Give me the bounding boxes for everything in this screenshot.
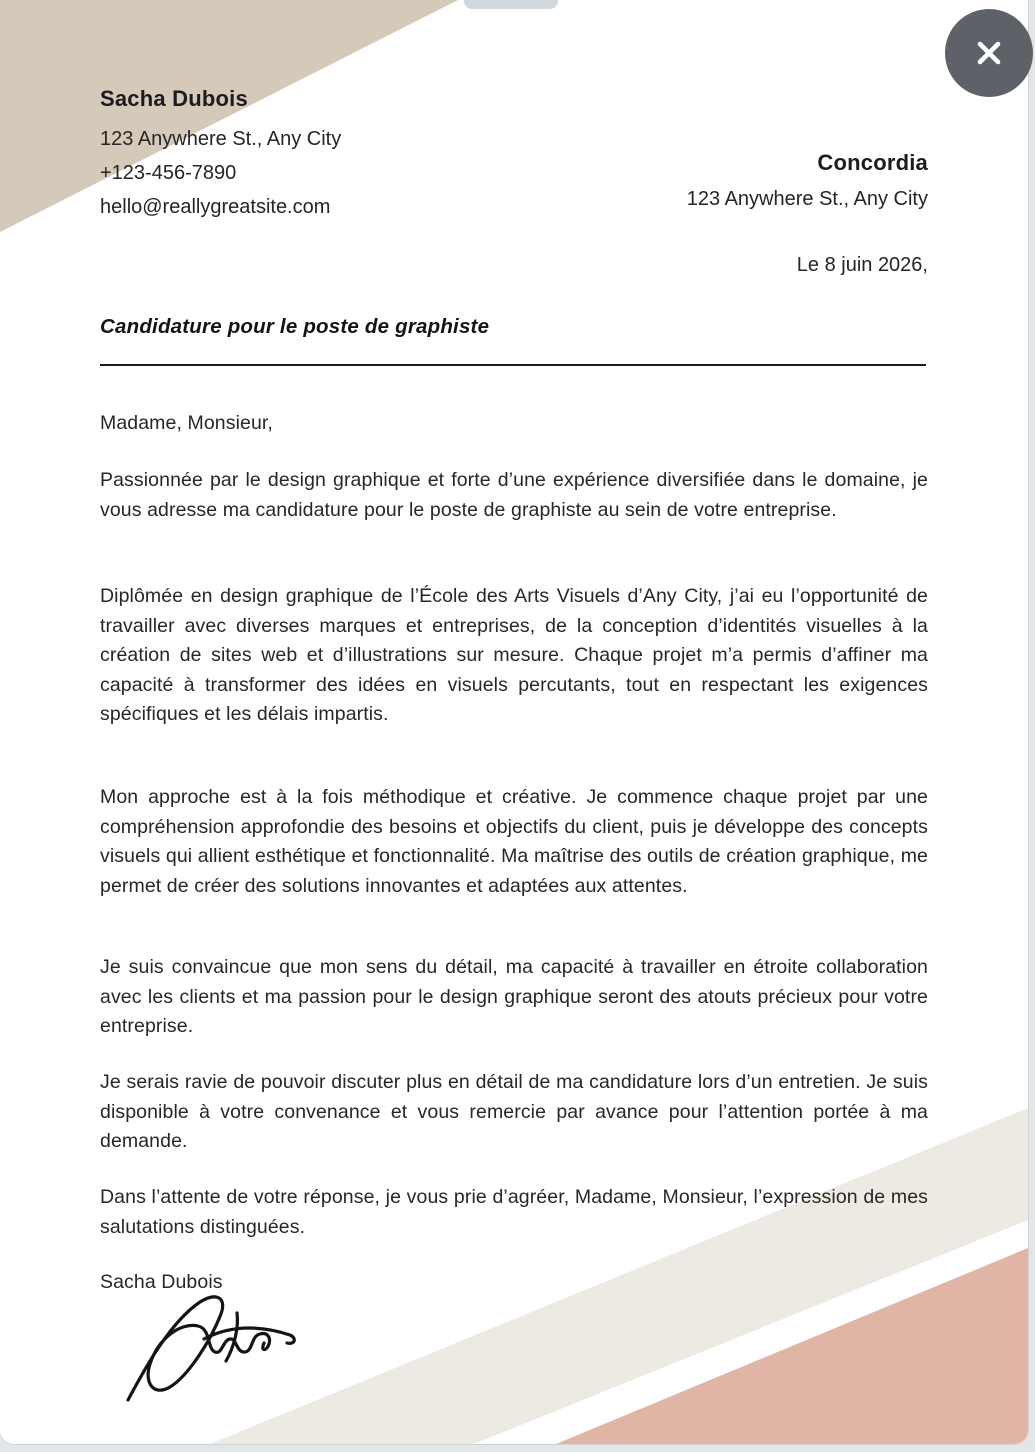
recipient-block [687, 150, 928, 214]
signature-stroke-bar [226, 1313, 237, 1361]
sender-address: 123 Anywhere St., Any City [100, 128, 342, 150]
closing-name: Sacha Dubois [100, 1271, 223, 1293]
sender-phone: +123-456-7890 [100, 162, 237, 184]
paragraph-6: Dans l’attente de votre réponse, je vous prie d’agréer, Madame, Monsieur, l’expression de mes salutations distinguées. [100, 1186, 928, 1238]
recipient-company: Concordia [817, 150, 928, 175]
divider [100, 364, 926, 366]
letter-date: Le 8 juin 2026, [796, 254, 928, 276]
subject-line: Candidature pour le poste de graphiste [100, 315, 490, 338]
paragraph-2: Diplômée en design graphique de l’École des Arts Visuels d’Any City, j’ai eu l’opportunité de travailler avec diverses marques et entreprises, de la conception d’identités visuelles à la création de sites web et d’illustrations sur mesure. Chaque projet m’a permis d’affiner ma capacité à transformer des idées en visuels percutants, tout en respectant les exigences spécifiques et les délais impartis. [100, 585, 928, 725]
recipient-address: 123 Anywhere St., Any City [686, 188, 928, 210]
salutation: Madame, Monsieur, [100, 412, 273, 434]
sender-email: hello@reallygreatsite.com [100, 196, 331, 218]
close-button[interactable] [945, 9, 1033, 97]
sender-block [100, 86, 341, 224]
signature-stroke-main [128, 1297, 270, 1400]
paragraph-1: Passionnée par le design graphique et forte d’une expérience diversifiée dans le domaine, je vous adresse ma candidature pour le poste de graphiste au sein de votre entreprise. [100, 469, 928, 521]
sender-name: Sacha Dubois [100, 86, 248, 111]
paragraph-4: Je suis convaincue que mon sens du détail, ma capacité à travailler en étroite collaboration avec les clients et ma passion pour le design graphique seront des atouts précieux pour votre entreprise. [100, 956, 928, 1037]
signature-stroke-cross [204, 1328, 294, 1343]
paragraph-3: Mon approche est à la fois méthodique et créative. Je commence chaque projet par une compréhension approfondie des besoins et objectifs du client, puis je développe des concepts visuels qui allient esthétique et fonctionnalité. Ma maîtrise des outils de création graphique, me permet de créer des solutions innovantes et adaptées aux attentes. [100, 786, 928, 897]
paragraph-5: Je serais ravie de pouvoir discuter plus en détail de ma candidature lors d’un entretien. Je suis disponible à votre convenance et vous remercie par avance pour l’attention portée à ma demande. [100, 1071, 928, 1152]
dialog-handle [464, 0, 558, 9]
close-icon [970, 34, 1008, 72]
signature [118, 1288, 308, 1408]
